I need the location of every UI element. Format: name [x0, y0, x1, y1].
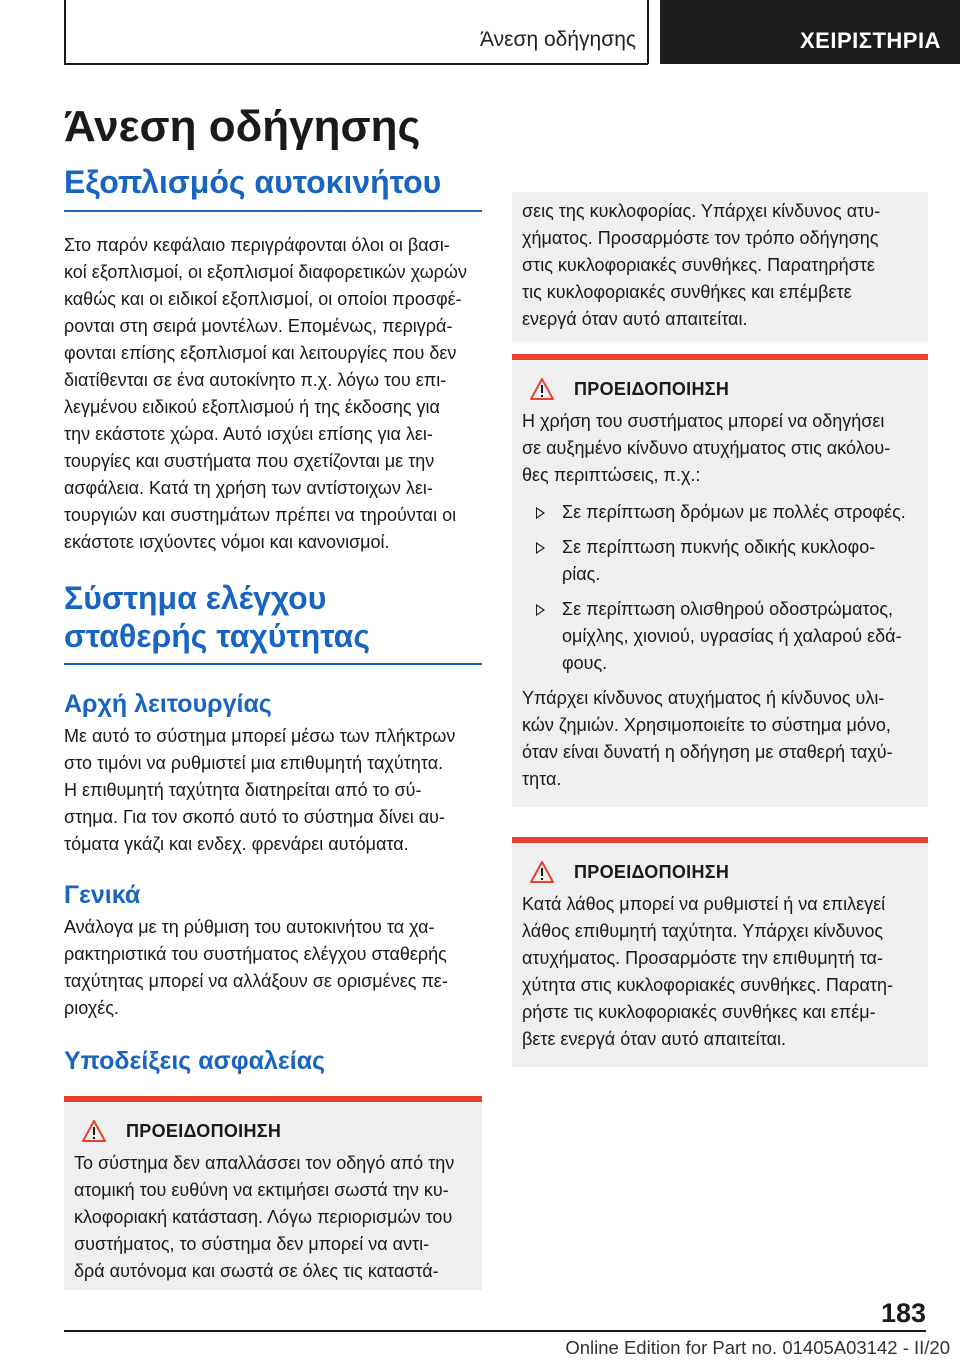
text-line: Σε περίπτωση πυκνής οδικής κυκλοφο-	[562, 537, 876, 557]
header-chapter-tab[interactable]: ΧΕΙΡΙΣΤΗΡΙΑ	[660, 0, 960, 64]
text-line: λεγμένου ειδικού εξοπλισμού ή της έκδοσης για	[64, 396, 440, 417]
list-item	[522, 596, 918, 677]
warning-intro	[522, 408, 918, 489]
text-line: κοί εξοπλισμοί, οι εξοπλισμοί διαφορετικών χωρών	[64, 261, 467, 282]
text-line: ρακτηριστικά του συστήματος ελέγχου σταθερής	[64, 944, 447, 965]
warning-text	[522, 198, 918, 333]
text-line: τουργιών και συστημάτων πρέπει να τηρούνται οι	[64, 504, 457, 525]
text-line: Σε περίπτωση ολισθηρού οδοστρώματος,	[562, 599, 894, 619]
text-line: στημα. Για τον σκοπό αυτό το σύστημα δίνει αυ-	[64, 807, 445, 828]
heading-general: Γενικά	[64, 881, 141, 910]
text-line: καθώς και οι ειδικοί εξοπλισμοί, οι οποίοι προσφέ-	[64, 288, 462, 309]
triangle-bullet-icon	[536, 604, 545, 616]
text-line: φους.	[562, 653, 608, 673]
text-line: ομίχλης, χιονιού, υγρασίας ή χαλαρού εδά-	[562, 626, 902, 646]
warning-header	[522, 378, 918, 400]
text-line: Με αυτό το σύστημα μπορεί μέσω των πλήκτρων	[64, 726, 456, 747]
heading-line: σταθερής ταχύτητας	[64, 617, 370, 654]
text-line: ατυχήματος. Προσαρμόστε την επιθυμητή τα-	[522, 948, 883, 968]
triangle-bullet-icon	[536, 507, 545, 519]
warning-triangle-icon	[82, 1120, 106, 1142]
text-line: Ανάλογα με τη ρύθμιση του αυτοκινήτου τα χα-	[64, 917, 435, 938]
text-line: Το σύστημα δεν απαλλάσσει τον οδηγό από την	[74, 1153, 455, 1174]
heading-cruise-control	[64, 580, 482, 656]
heading-line: Σύστημα ελέγχου	[64, 579, 327, 616]
text-line: βετε ενεργά όταν αυτό απαιτείται.	[522, 1029, 786, 1049]
text-line: συστήματος, το σύστημα δεν μπορεί να αντι-	[74, 1234, 430, 1255]
warning-box	[512, 837, 928, 1067]
heading-vehicle-equipment: Εξοπλισμός αυτοκινήτου	[64, 164, 442, 200]
heading-rule	[64, 210, 482, 212]
text-line: ενεργά όταν αυτό απαιτείται.	[522, 309, 748, 329]
warning-triangle-icon	[530, 378, 554, 400]
page-number: 183	[880, 1298, 926, 1328]
text-line: ατομική του ευθύνη να εκτιμήσει σωστά την κυ-	[74, 1180, 449, 1201]
equipment-paragraph	[64, 232, 482, 556]
text-line: δρά αυτόνομα και σωστά σε όλες τις καταστά-	[74, 1261, 439, 1282]
text-line: εκάστοτε ισχύοντες νόμοι και κανονισμοί.	[64, 531, 390, 552]
warning-title: ΠΡΟΕΙΔΟΠΟΙΗΣΗ	[126, 1120, 282, 1141]
page-title: Άνεση οδήγησης	[64, 102, 421, 151]
header-left-rule	[64, 0, 66, 64]
general-paragraph	[64, 914, 482, 1022]
text-line: Η επιθυμητή ταχύτητα διατηρείται από το σύ-	[64, 780, 422, 801]
warning-box	[512, 354, 928, 807]
text-line: ρίας.	[562, 564, 601, 584]
text-line: Κατά λάθος μπορεί να ρυθμιστεί ή να επιλεγεί	[522, 894, 886, 914]
text-line: κών ζημιών. Χρησιμοποιείτε το σύστημα μόνο,	[522, 715, 891, 735]
principle-paragraph	[64, 723, 482, 858]
text-line: σεις της κυκλοφορίας. Υπάρχει κίνδυνος ατυ-	[522, 201, 881, 221]
footer-rule	[64, 1330, 926, 1332]
warning-header	[74, 1120, 472, 1142]
text-line: στις κυκλοφοριακές συνθήκες. Παρατηρήστε	[522, 255, 875, 275]
text-line: ριοχές.	[64, 998, 119, 1019]
text-line: ταχύτητας μπορεί να αλλάξουν σε ορισμένες πε-	[64, 971, 448, 992]
text-line: τουργίες και συστήματα που σχετίζονται με την	[64, 450, 435, 471]
header-bottom-rule	[64, 63, 648, 65]
warning-box	[64, 1096, 482, 1290]
header-section-label: Άνεση οδήγησης	[480, 28, 636, 51]
list-item	[522, 499, 918, 526]
heading-rule	[64, 663, 482, 665]
warning-title: ΠΡΟΕΙΔΟΠΟΙΗΣΗ	[574, 861, 730, 882]
warning-header	[522, 861, 918, 883]
text-line: κλοφοριακή κατάσταση. Λόγω περιορισμών του	[74, 1207, 453, 1228]
text-line: σε αυξημένο κίνδυνο ατυχήματος στις ακόλου-	[522, 438, 891, 458]
text-line: Υπάρχει κίνδυνος ατυχήματος ή κίνδυνος υλι-	[522, 688, 885, 708]
warning-title: ΠΡΟΕΙΔΟΠΟΙΗΣΗ	[574, 378, 730, 399]
text-line: διατίθενται σε ένα αυτοκίνητο π.χ. λόγω του επι-	[64, 369, 447, 390]
warning-text	[522, 891, 918, 1053]
text-line: τις κυκλοφοριακές συνθήκες και επέμβετε	[522, 282, 852, 302]
heading-safety-notes: Υποδείξεις ασφαλείας	[64, 1047, 326, 1076]
warning-bullet-list	[522, 499, 918, 677]
list-item	[522, 534, 918, 588]
header-right-rule	[647, 0, 649, 64]
text-line: τητα.	[522, 769, 562, 789]
warning-text	[74, 1150, 472, 1285]
text-line: Σε περίπτωση δρόμων με πολλές στροφές.	[562, 502, 906, 522]
text-line: την εκάστοτε χώρα. Αυτό ισχύει επίσης για λει-	[64, 423, 433, 444]
footer-edition: Online Edition for Part no. 01405A03142 - II/20	[565, 1337, 950, 1358]
text-line: τόματα γκάζι και ενδεχ. φρενάρει αυτόματα.	[64, 834, 409, 855]
triangle-bullet-icon	[536, 542, 545, 554]
right-column	[512, 192, 928, 1067]
heading-operating-principle: Αρχή λειτουργίας	[64, 690, 272, 719]
text-line: Η χρήση του συστήματος μπορεί να οδηγήσει	[522, 411, 885, 431]
text-line: λάθος επιθυμητή ταχύτητα. Υπάρχει κίνδυνος	[522, 921, 884, 941]
warning-triangle-icon	[530, 861, 554, 883]
text-line: όταν είναι δυνατή η οδήγηση με σταθερή ταχύ-	[522, 742, 893, 762]
text-line: χήματος. Προσαρμόστε τον τρόπο οδήγησης	[522, 228, 879, 248]
text-line: στο τιμόνι να ρυθμιστεί μια επιθυμητή ταχύτητα.	[64, 753, 444, 774]
text-line: φονται επίσης εξοπλισμοί και λειτουργίες που δεν	[64, 342, 457, 363]
left-column	[64, 160, 482, 1290]
text-line: ρήστε τις κυκλοφοριακές συνθήκες και επέμ-	[522, 1002, 876, 1022]
text-line: θες περιπτώσεις, π.χ.:	[522, 465, 701, 485]
warning-box-continued	[512, 192, 928, 342]
text-line: ασφάλεια. Κατά τη χρήση των αντίστοιχων λει-	[64, 477, 433, 498]
text-line: χύτητα στις κυκλοφοριακές συνθήκες. Παρατη-	[522, 975, 894, 995]
text-line: ρονται στη σειρά μοντέλων. Επομένως, περιγρά-	[64, 315, 453, 336]
text-line: Στο παρόν κεφάλαιο περιγράφονται όλοι οι βασι-	[64, 234, 450, 255]
warning-outro	[522, 685, 918, 793]
